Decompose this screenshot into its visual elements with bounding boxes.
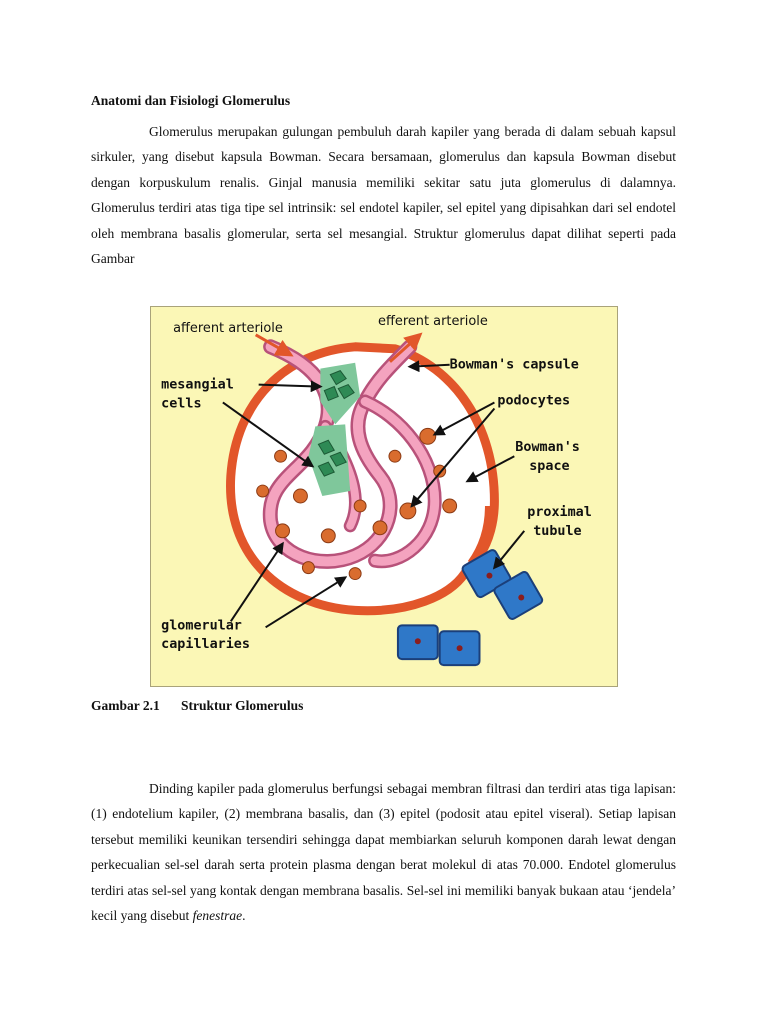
label-glomerular-1: glomerular (161, 618, 242, 634)
label-bowman-capsule: Bowman's capsule (449, 357, 579, 373)
label-glomerular-2: capillaries (161, 637, 250, 653)
paragraph-capillary-wall-text: Dinding kapiler pada glomerulus berfungsi sebagai membran filtrasi dan terdiri atas tiga lapisan: (1) endotelium kapiler, (2) membrana basalis, dan (3) epitel (podosit atau epitel viseral). Setiap lapisan tersebut memiliki keunikan tersendiri sehingga dapat membiarkan seluruh komponen darah lewat dengan perkecualian sel-sel darah serta protein plasma dengan berat molekul di atas 70.000. Endotel glomerulus terdiri atas sel-sel yang kontak dengan membrana basalis. Sel-sel ini memiliki banyak bukaan atau ‘jendela’ kecil yang disebut (91, 781, 676, 924)
label-podocytes: podocytes (497, 393, 571, 409)
label-proximal-1: proximal (527, 504, 592, 520)
label-efferent-arteriole: efferent arteriole (378, 313, 488, 329)
glomerulus-figure (150, 306, 618, 687)
glomerulus-diagram (151, 307, 617, 686)
label-bowman-space-1: Bowman's (515, 440, 580, 456)
label-afferent-arteriole: afferent arteriole (173, 320, 283, 336)
term-fenestrae: fenestrae (192, 908, 243, 924)
figure-caption-number: Gambar 2.1 (91, 698, 160, 713)
label-mesangial-2: cells (161, 396, 202, 412)
paragraph-intro-text: Glomerulus merupakan gulungan pembuluh darah kapiler yang berada di dalam sebuah kapsul sirkuler, yang disebut kapsula Bowman. Secara bersamaan, glomerulus dan kapsula Bowman disebut dengan korpuskulum renalis. Ginjal manusia memiliki sekitar satu juta glomerulus di dalamnya. Glomerulus terdiri atas tiga tipe sel intrinsik: sel endotel kapiler, sel epitel yang dipisahkan dari sel endotel oleh membrana basalis glomerular, serta sel mesangial. Struktur glomerulus dapat dilihat seperti pada Gambar (91, 124, 676, 267)
section-heading: Anatomi dan Fisiologi Glomerulus (91, 93, 291, 108)
paragraph-intro (91, 119, 676, 271)
paragraph-capillary-wall (91, 776, 676, 928)
bowman-capsule (230, 347, 494, 611)
label-bowman-space-2: space (529, 459, 570, 475)
label-mesangial-1: mesangial (161, 377, 234, 393)
figure-caption-title: Struktur Glomerulus (181, 698, 304, 713)
paragraph-end-punct: . (242, 908, 246, 924)
label-proximal-2: tubule (533, 523, 582, 539)
